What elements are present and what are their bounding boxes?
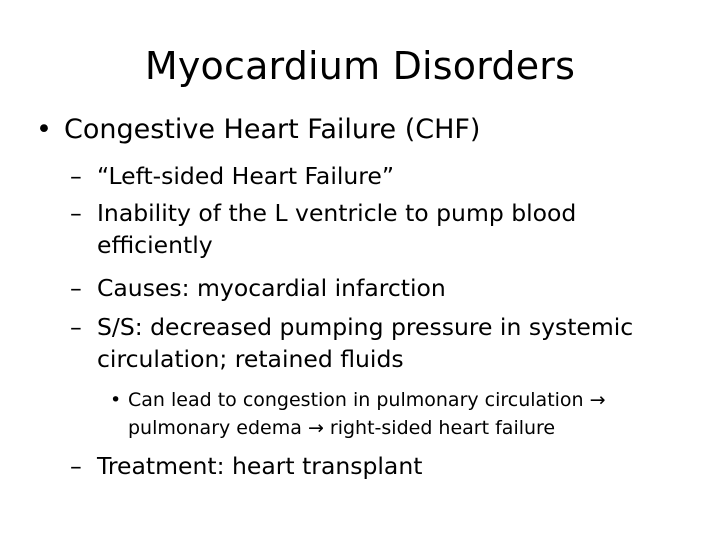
dash-marker: – — [70, 313, 82, 341]
nested-text-part: Can lead to congestion in pulmonary circulation — [128, 389, 584, 411]
main-bullet-text: Congestive Heart Failure (CHF) — [64, 114, 481, 145]
bullet-marker: • — [110, 389, 122, 411]
right-arrow-icon: → — [307, 417, 324, 439]
dash-marker: – — [70, 452, 82, 480]
nested-bullet-text — [128, 386, 688, 442]
dash-marker: – — [70, 162, 82, 190]
sub-bullet-text: Inability of the L ventricle to pump blood efficiently — [97, 199, 577, 259]
sub-bullet-text: Causes: myocardial infarction — [97, 274, 446, 302]
dash-marker: – — [70, 274, 82, 302]
right-arrow-icon: → — [589, 389, 606, 411]
slide-title: Myocardium Disorders — [144, 44, 576, 88]
sub-bullet-text: Treatment: heart transplant — [97, 452, 423, 480]
sub-bullet-text: S/S: decreased pumping pressure in systemic circulation; retained fluids — [97, 313, 634, 373]
dash-marker: – — [70, 199, 82, 227]
nested-text-part: pulmonary edema — [128, 417, 302, 439]
sub-bullet-text: “Left-sided Heart Failure” — [97, 162, 395, 190]
nested-text-part: right-sided heart failure — [329, 417, 556, 439]
bullet-marker: • — [36, 114, 52, 145]
